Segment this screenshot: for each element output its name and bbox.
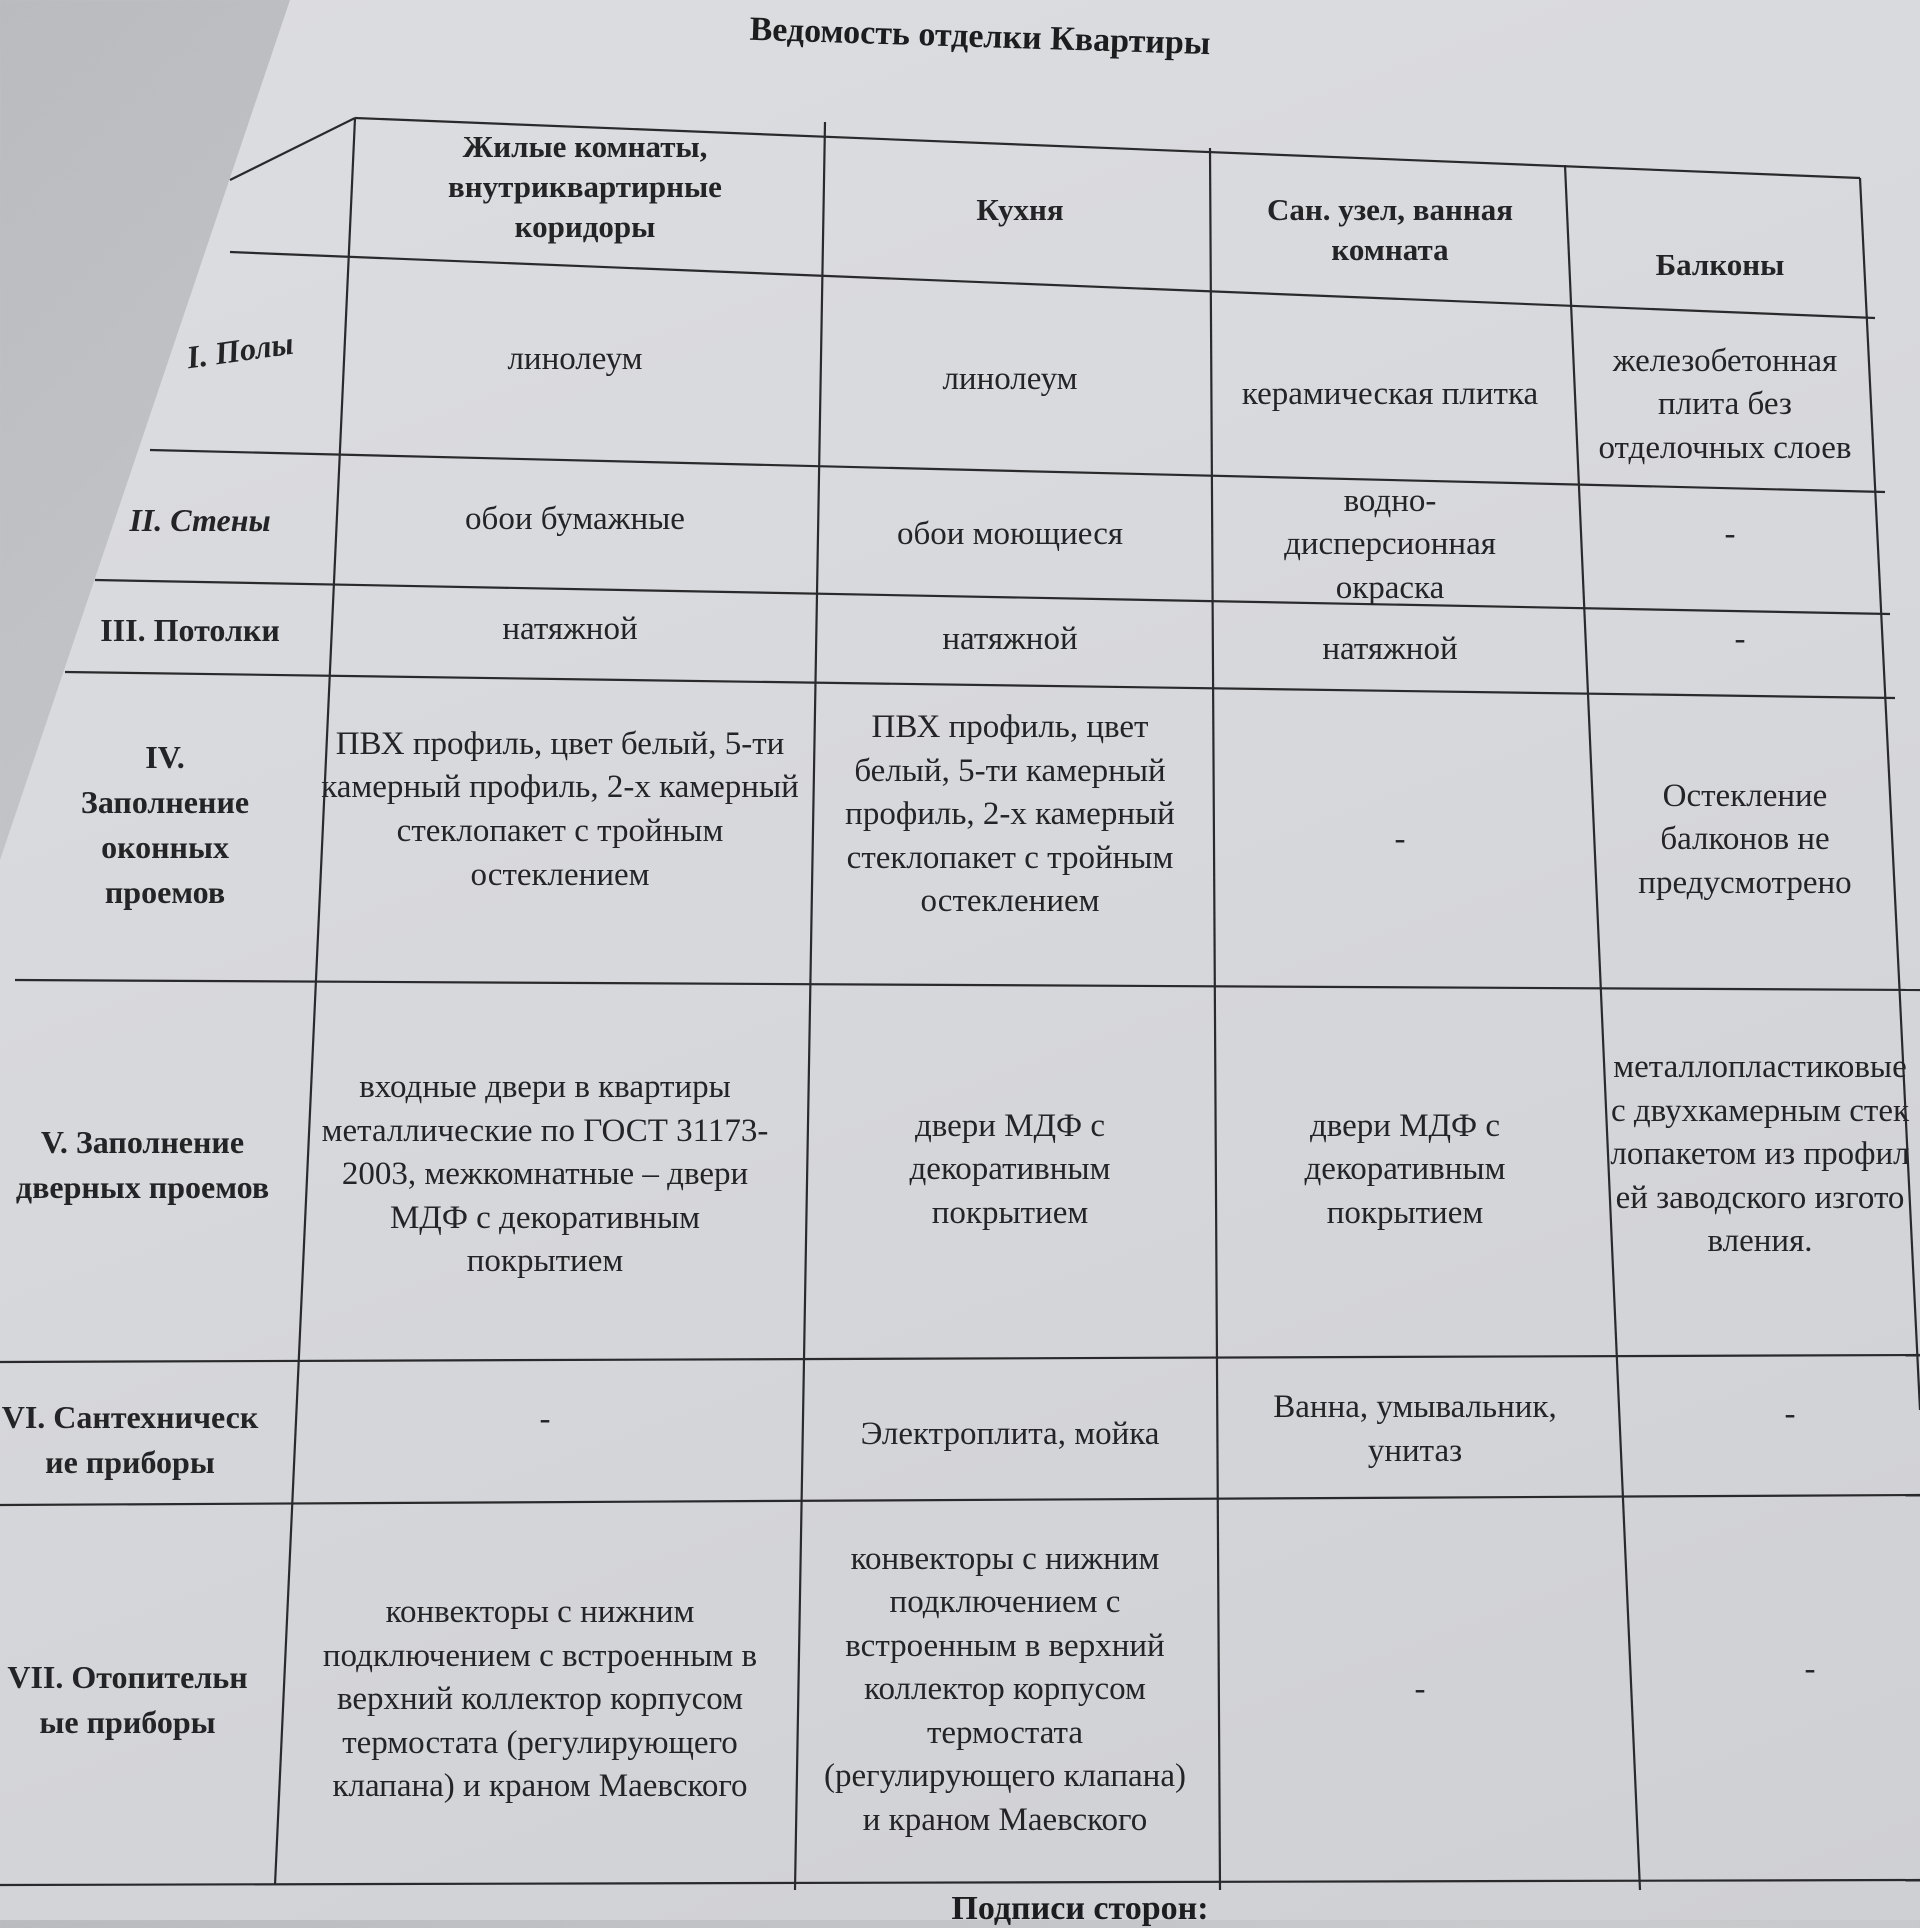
- cell-floors-kitchen: линолеум: [942, 361, 1078, 398]
- cell-plumbing-kitchen: Электроплита, мойка: [860, 1416, 1160, 1453]
- row-label-floors: I. Полы: [184, 324, 296, 375]
- cell-windows-living: ПВХ профиль, цвет белый, 5-ти камерный профиль, 2-х камерный стеклопакет с тройным остеклением: [321, 725, 799, 893]
- cell-ceilings-kitchen: натяжной: [942, 621, 1078, 658]
- cell-doors-kitchen: двери МДФ с декоративным покрытием: [909, 1107, 1111, 1231]
- cell-ceilings-bathroom: натяжной: [1322, 631, 1458, 668]
- column-header-living-rooms: Жилые комнаты, внутриквартирные коридоры: [448, 128, 722, 245]
- cell-floors-balcony: железобетонная плита без отделочных слоев: [1598, 342, 1852, 466]
- cell-floors-living: линолеум: [507, 341, 643, 378]
- column-header-balconies: Балконы: [1655, 246, 1785, 282]
- row-label-walls: II. Стены: [129, 501, 271, 538]
- cell-heating-living: конвекторы с нижним подключением с встроенным в верхний коллектор корпусом термостата (регулирующего клапана) и краном Маевского: [322, 1594, 758, 1805]
- cell-walls-kitchen: обои моющиеся: [896, 516, 1124, 553]
- cell-windows-balcony: Остекление балконов не предусмотрено: [1638, 777, 1852, 901]
- cell-heating-balcony: -: [1804, 1651, 1816, 1688]
- row-label-doors: V. Заполнение дверных проемов: [15, 1124, 270, 1205]
- row-label-plumbing: VI. Сантехнические приборы: [1, 1399, 259, 1480]
- row-label-windows: IV. Заполнение оконных проемов: [80, 739, 250, 910]
- row-label-ceilings: III. Потолки: [100, 611, 280, 648]
- cell-windows-bathroom: -: [1394, 821, 1406, 858]
- cell-ceilings-balcony: -: [1734, 621, 1746, 658]
- cell-heating-kitchen: конвекторы с нижним подключением с встроенным в верхний коллектор корпусом термостата (регулирующего клапана) и краном Маевского: [824, 1540, 1186, 1838]
- cell-floors-bathroom: керамическая плитка: [1241, 376, 1539, 413]
- cell-plumbing-balcony: -: [1784, 1396, 1796, 1433]
- cell-windows-kitchen: ПВХ профиль, цвет белый, 5-ти камерный профиль, 2-х камерный стеклопакет с тройным остеклением: [845, 709, 1175, 920]
- cell-ceilings-living: натяжной: [502, 611, 638, 648]
- cell-walls-bathroom: водно-дисперсионная окраска: [1284, 482, 1496, 606]
- cell-plumbing-living: -: [539, 1401, 551, 1438]
- cell-doors-living: входные двери в квартиры металлические по ГОСТ 31173-2003, межкомнатные – двери МДФ с декоративным покрытием: [321, 1069, 769, 1280]
- cell-plumbing-bathroom: Ванна, умывальник, унитаз: [1273, 1389, 1557, 1469]
- document-title: Ведомость отделки Квартиры: [749, 10, 1211, 63]
- column-header-kitchen: Кухня: [976, 191, 1064, 227]
- row-label-heating: VII. Отопительные приборы: [7, 1659, 248, 1740]
- cell-heating-bathroom: -: [1414, 1671, 1426, 1708]
- cell-walls-living: обои бумажные: [465, 501, 685, 538]
- column-header-bathroom: Сан. узел, ванная комната: [1266, 191, 1514, 267]
- cell-walls-balcony: -: [1724, 516, 1736, 553]
- signatures-heading: Подписи сторон:: [951, 1890, 1209, 1927]
- cell-doors-bathroom: двери МДФ с декоративным покрытием: [1304, 1107, 1506, 1231]
- cell-doors-balcony: металлопластиковые с двухкамерным стеклопакетом из профилей заводского изготовления.: [1610, 1049, 1910, 1260]
